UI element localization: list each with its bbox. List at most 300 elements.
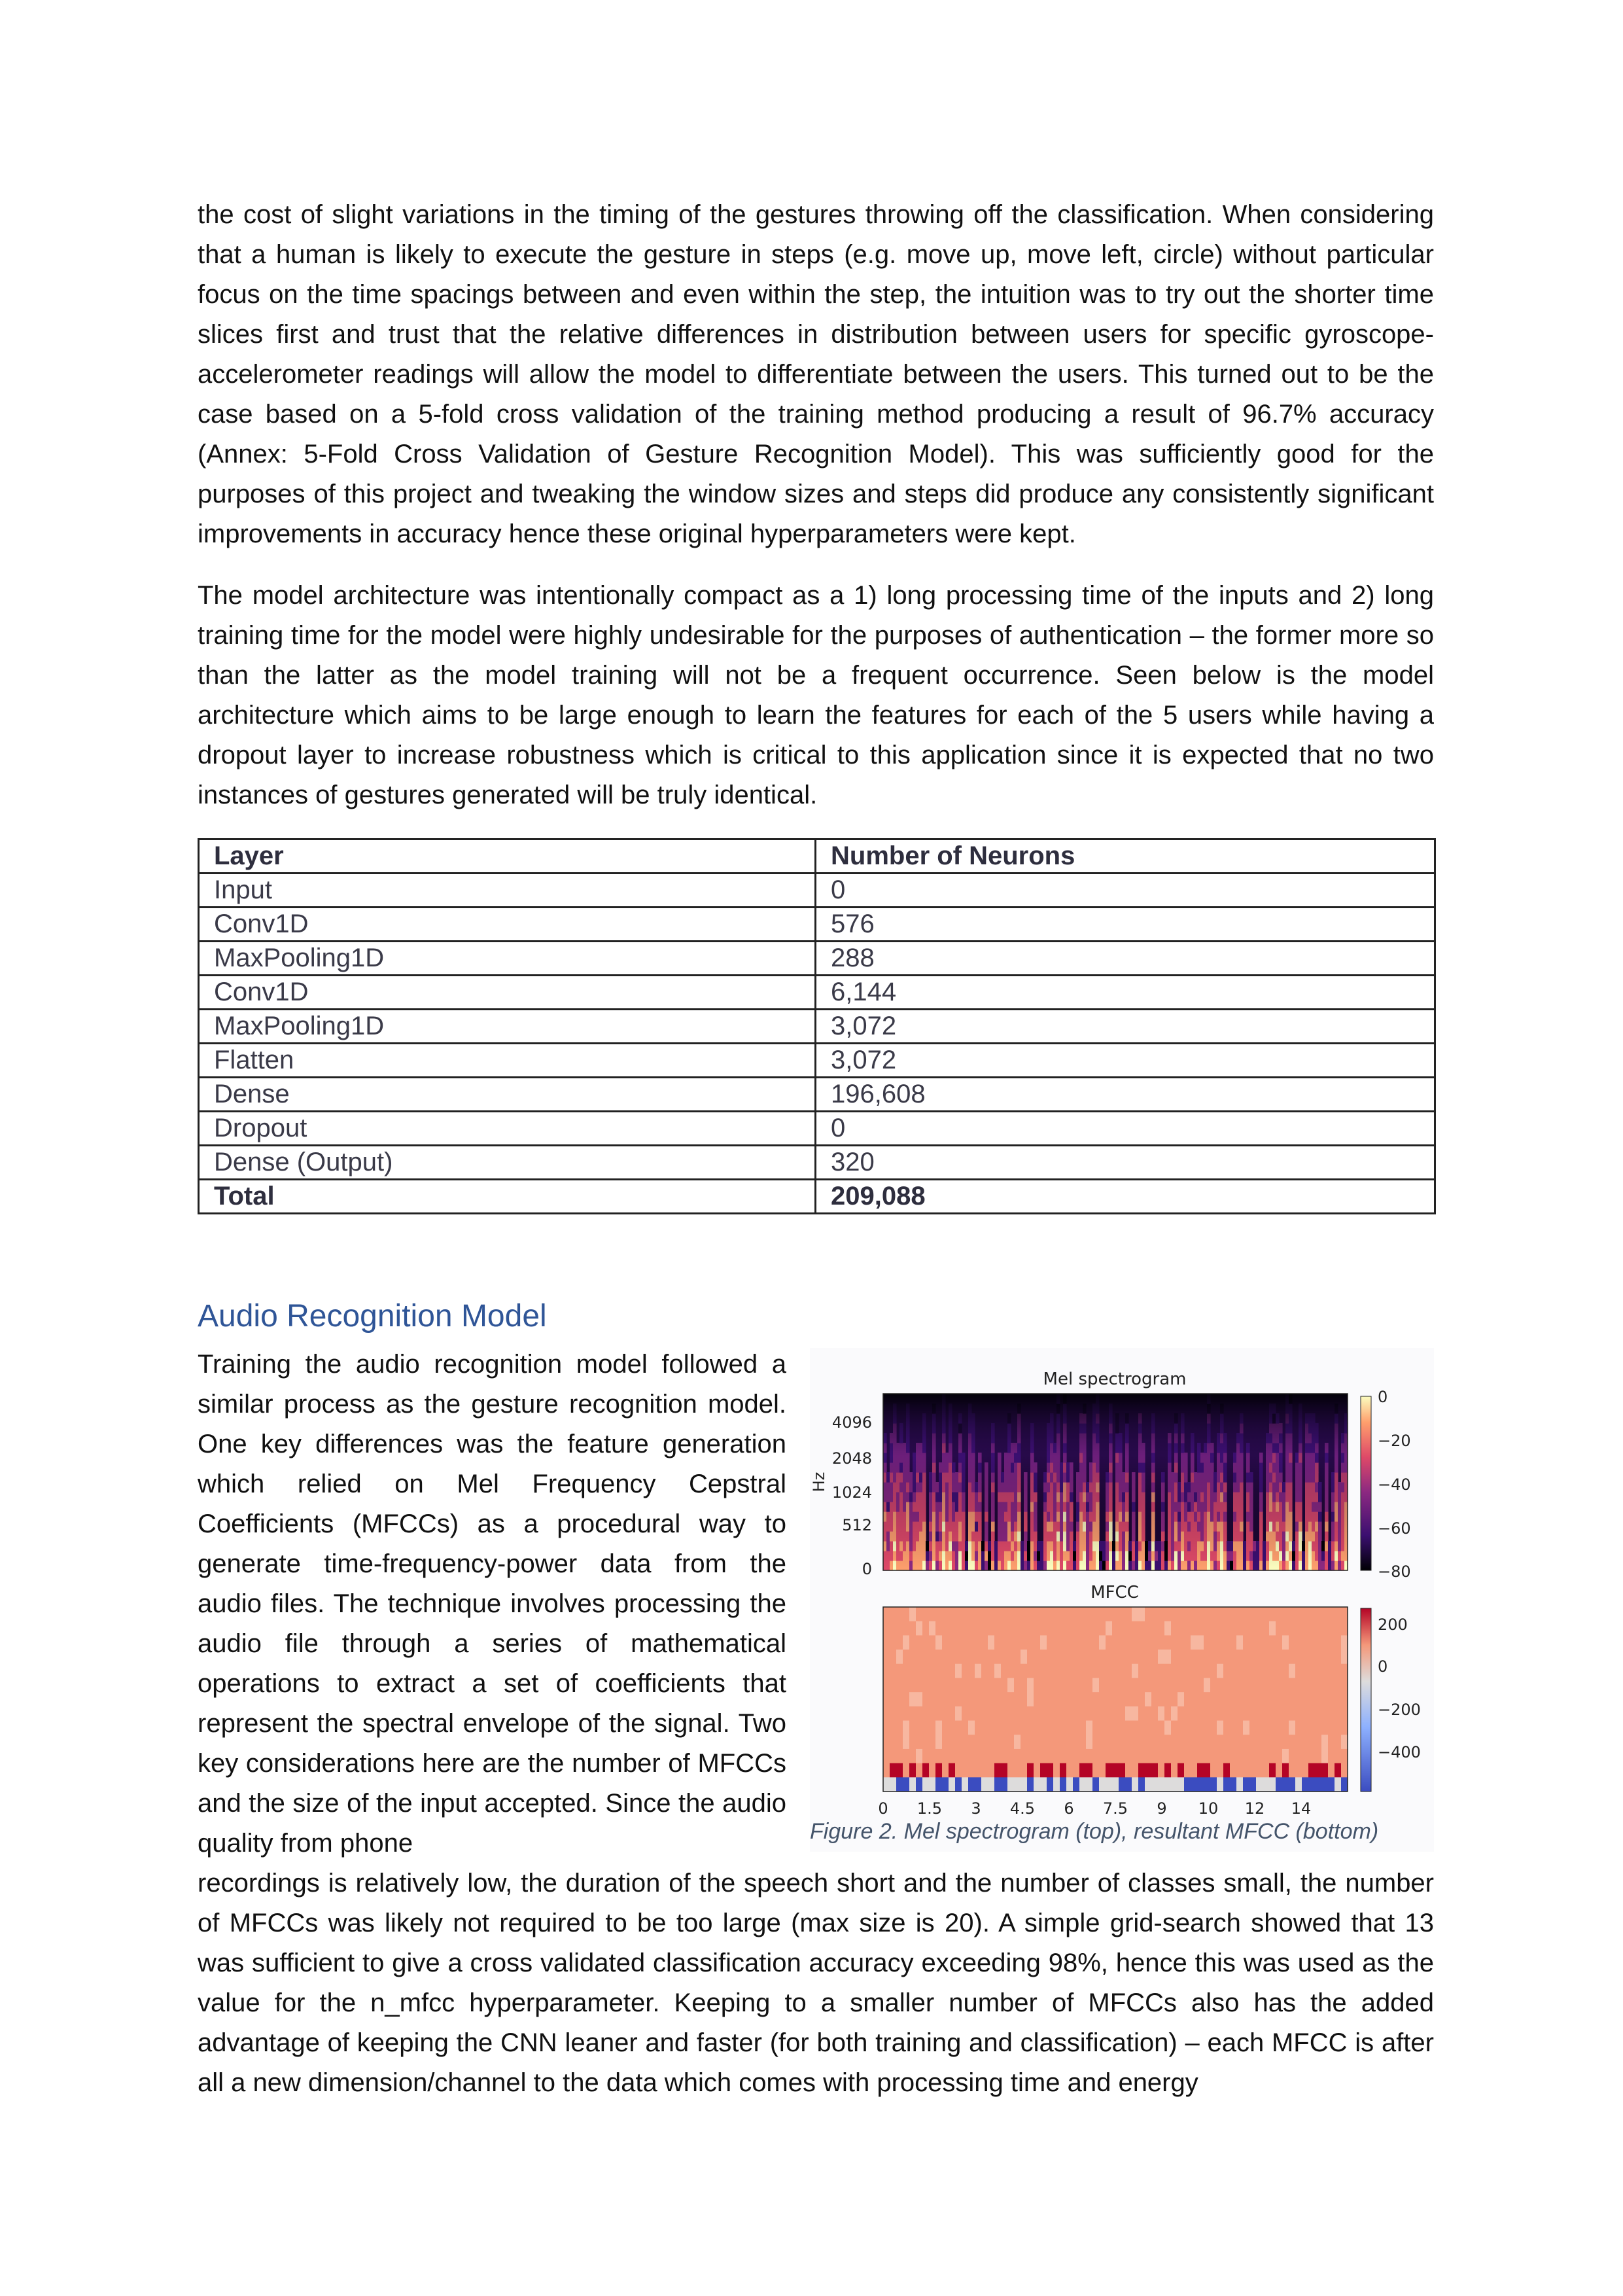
table-row (199, 1112, 1435, 1146)
mfcc-cell (1086, 1763, 1093, 1778)
mfcc-cell (1040, 1749, 1047, 1763)
mfcc-cell (1302, 1721, 1309, 1735)
mfcc-cell (1079, 1763, 1087, 1778)
mfcc-cell (909, 1692, 916, 1706)
mfcc-cell (994, 1777, 1002, 1792)
mfcc-cell (1321, 1650, 1329, 1664)
mfcc-cell (1178, 1735, 1185, 1749)
mfcc-cell (1099, 1706, 1106, 1721)
mfcc-cell (896, 1664, 903, 1678)
mfcc-cell (1073, 1650, 1080, 1664)
mfcc-cell (1230, 1721, 1237, 1735)
table-cell-layer: Conv1D (199, 976, 816, 1010)
mfcc-cell (1066, 1635, 1073, 1650)
mfcc-cell (1125, 1692, 1132, 1706)
mfcc-cell (1269, 1706, 1276, 1721)
mfcc-cell (922, 1664, 930, 1678)
mfcc-cell (1138, 1692, 1145, 1706)
mfcc-cell (1079, 1635, 1087, 1650)
mfcc-cell (883, 1749, 890, 1763)
mfcc-cell (1021, 1650, 1028, 1664)
mfcc-cell (883, 1706, 890, 1721)
mfcc-cell (896, 1749, 903, 1763)
mfcc-cell (1223, 1777, 1230, 1792)
mfcc-cell (1132, 1749, 1139, 1763)
mfcc-cell (1269, 1635, 1276, 1650)
mfcc-cell (1001, 1735, 1008, 1749)
mfcc-cell (916, 1777, 923, 1792)
mel-ytick: 4096 (831, 1413, 872, 1432)
mfcc-cell (1308, 1607, 1316, 1621)
mfcc-cell (1119, 1650, 1126, 1664)
mfcc-cell (1112, 1735, 1119, 1749)
mfcc-cell (1001, 1621, 1008, 1636)
mfcc-cell (909, 1763, 916, 1778)
mfcc-cell (1092, 1692, 1100, 1706)
mfcc-cell (1086, 1607, 1093, 1621)
mfcc-cell (1171, 1678, 1178, 1692)
mfcc-cell (1132, 1777, 1139, 1792)
mfcc-cell (1014, 1777, 1021, 1792)
mfcc-cell (1151, 1664, 1159, 1678)
mfcc-cell (988, 1735, 995, 1749)
mfcc-cell (1053, 1621, 1060, 1636)
layer-neuron-table (198, 838, 1436, 1214)
mfcc-cell (1001, 1678, 1008, 1692)
mfcc-cell (935, 1678, 943, 1692)
mfcc-cell (1249, 1635, 1257, 1650)
mfcc-cell (1079, 1650, 1087, 1664)
mfcc-cell (1243, 1664, 1250, 1678)
mfcc-cell (955, 1664, 962, 1678)
mfcc-cell (975, 1607, 982, 1621)
mfcc-cell (1106, 1749, 1113, 1763)
mfcc-cell (1060, 1650, 1067, 1664)
mfcc-cell (890, 1607, 897, 1621)
mfcc-cell (1040, 1664, 1047, 1678)
mfcc-cell (1027, 1621, 1034, 1636)
mfcc-cell (1007, 1635, 1015, 1650)
mfcc-cell (1086, 1678, 1093, 1692)
mfcc-cell (1066, 1735, 1073, 1749)
mfcc-cell (1341, 1650, 1348, 1664)
mfcc-cell (896, 1678, 903, 1692)
mfcc-cell (929, 1664, 936, 1678)
mfcc-cell (929, 1763, 936, 1778)
mfcc-cell (1007, 1777, 1015, 1792)
mfcc-cell (1060, 1692, 1067, 1706)
mfcc-cell (1119, 1678, 1126, 1692)
mfcc-cell (1014, 1721, 1021, 1735)
mfcc-cell (916, 1664, 923, 1678)
mfcc-cell (935, 1692, 943, 1706)
mfcc-cell (981, 1749, 988, 1763)
mfcc-cell (1308, 1777, 1316, 1792)
mfcc-cell (1053, 1777, 1060, 1792)
table-total-value: 209,088 (816, 1180, 1435, 1214)
mfcc-cell (949, 1635, 956, 1650)
mfcc-cell (1276, 1721, 1283, 1735)
mfcc-cell (1191, 1749, 1198, 1763)
mfcc-cell (968, 1664, 975, 1678)
mfcc-cell (962, 1777, 969, 1792)
mfcc-cell (1243, 1749, 1250, 1763)
mfcc-cell (1099, 1777, 1106, 1792)
mfcc-cell (1197, 1635, 1204, 1650)
mfcc-cell (903, 1635, 910, 1650)
mfcc-cell (1073, 1607, 1080, 1621)
mfcc-cell (1308, 1721, 1316, 1735)
mfcc-cell (1034, 1621, 1041, 1636)
mfcc-cell (1335, 1763, 1342, 1778)
mfcc-cell (942, 1650, 949, 1664)
mfcc-cell (1315, 1635, 1322, 1650)
mfcc-cell (1204, 1635, 1211, 1650)
mfcc-cell (1321, 1706, 1329, 1721)
mfcc-cell (935, 1763, 943, 1778)
mfcc-cell (1341, 1607, 1348, 1621)
mfcc-cell (1119, 1721, 1126, 1735)
mfcc-cell (1204, 1721, 1211, 1735)
mfcc-cell (1328, 1777, 1335, 1792)
mfcc-cell (896, 1607, 903, 1621)
mfcc-cell (1106, 1678, 1113, 1692)
mfcc-cell (1027, 1749, 1034, 1763)
mfcc-cell (883, 1607, 890, 1621)
mfcc-cell (903, 1678, 910, 1692)
mfcc-cell (1308, 1635, 1316, 1650)
mfcc-cell (1164, 1706, 1172, 1721)
mfcc-cell (1341, 1621, 1348, 1636)
mfcc-cell (935, 1621, 943, 1636)
mfcc-cell (1112, 1749, 1119, 1763)
mfcc-cell (1001, 1777, 1008, 1792)
mfcc-cell (1060, 1706, 1067, 1721)
mfcc-cell (1282, 1777, 1289, 1792)
mfcc-cell (1191, 1706, 1198, 1721)
mfcc-cell (1112, 1621, 1119, 1636)
mfcc-cell (1158, 1749, 1165, 1763)
mfcc-cell (949, 1749, 956, 1763)
mfcc-cell (929, 1635, 936, 1650)
mfcc-cell (1151, 1692, 1159, 1706)
mfcc-cell (1191, 1692, 1198, 1706)
table-cell-neurons: 196,608 (816, 1078, 1435, 1112)
mfcc-cell (1282, 1749, 1289, 1763)
mfcc-cell (1191, 1678, 1198, 1692)
mfcc-cell (1315, 1706, 1322, 1721)
mfcc-cell (942, 1621, 949, 1636)
mfcc-cell (1001, 1749, 1008, 1763)
mfcc-cell (1040, 1650, 1047, 1664)
mfcc-cell (1210, 1749, 1217, 1763)
mfcc-cell (1047, 1777, 1054, 1792)
mfcc-cell (1282, 1763, 1289, 1778)
mfcc-cell (994, 1607, 1002, 1621)
mfcc-cell (1315, 1763, 1322, 1778)
mfcc-cell (1178, 1777, 1185, 1792)
mfcc-cell (909, 1706, 916, 1721)
mfcc-cell (1217, 1721, 1224, 1735)
mfcc-cell (1079, 1777, 1087, 1792)
mfcc-cell (1151, 1749, 1159, 1763)
mfcc-cell (1321, 1692, 1329, 1706)
mfcc-cell (1171, 1706, 1178, 1721)
table-row (199, 874, 1435, 908)
table-cell-layer: Dense (Output) (199, 1146, 816, 1180)
mfcc-cell (1060, 1749, 1067, 1763)
mfcc-cell (1164, 1635, 1172, 1650)
mfcc-cell (1282, 1664, 1289, 1678)
mfcc-cell (1007, 1721, 1015, 1735)
mfcc-cell (1197, 1692, 1204, 1706)
mfcc-cell (1223, 1607, 1230, 1621)
mfcc-cell (896, 1721, 903, 1735)
mfcc-cell (1073, 1721, 1080, 1735)
mfcc-cell (1204, 1692, 1211, 1706)
mfcc-cell (1132, 1735, 1139, 1749)
mfcc-cell (1236, 1650, 1244, 1664)
mfcc-cell (1171, 1635, 1178, 1650)
table-cell-neurons: 288 (816, 942, 1435, 976)
mfcc-cell (1021, 1678, 1028, 1692)
mfcc-cell (1295, 1706, 1302, 1721)
mfcc-cell (1197, 1777, 1204, 1792)
mfcc-cell (1158, 1650, 1165, 1664)
mfcc-cell (1106, 1650, 1113, 1664)
mfcc-cell (1184, 1650, 1191, 1664)
mfcc-cell (1066, 1692, 1073, 1706)
mfcc-cell (1302, 1650, 1309, 1664)
mfcc-cell (1027, 1692, 1034, 1706)
mfcc-cell (929, 1735, 936, 1749)
mfcc-cell (890, 1650, 897, 1664)
mfcc-cell (1223, 1692, 1230, 1706)
mfcc-cell (1066, 1721, 1073, 1735)
mfcc-cell (883, 1735, 890, 1749)
mfcc-cell (1040, 1706, 1047, 1721)
mfcc-cell (942, 1635, 949, 1650)
mfcc-cell (896, 1777, 903, 1792)
mfcc-cell (1034, 1721, 1041, 1735)
mfcc-cell (1040, 1777, 1047, 1792)
mfcc-cell (1021, 1692, 1028, 1706)
table-cell-layer: Conv1D (199, 908, 816, 942)
mfcc-cell (1014, 1706, 1021, 1721)
mfcc-cell (1106, 1763, 1113, 1778)
mfcc-cell (890, 1777, 897, 1792)
mfcc-cell (1308, 1706, 1316, 1721)
mfcc-cell (1047, 1607, 1054, 1621)
mfcc-cell (1321, 1735, 1329, 1749)
mfcc-cell (1066, 1650, 1073, 1664)
mfcc-cell (1230, 1763, 1237, 1778)
mfcc-cell (1243, 1706, 1250, 1721)
mfcc-cell (1145, 1678, 1152, 1692)
mfcc-cell (1295, 1735, 1302, 1749)
mel-fade-overlay (883, 1394, 1348, 1570)
mfcc-cell (1092, 1749, 1100, 1763)
mfcc-cell (1047, 1735, 1054, 1749)
mfcc-xtick: 6 (1064, 1799, 1074, 1818)
mfcc-cell (1158, 1735, 1165, 1749)
mel-colorbar-tick: 0 (1378, 1388, 1388, 1406)
mfcc-cell (1256, 1607, 1263, 1621)
mfcc-cell (1302, 1621, 1309, 1636)
mfcc-cell (1197, 1735, 1204, 1749)
mfcc-cell (1289, 1664, 1296, 1678)
mfcc-cell (975, 1735, 982, 1749)
mfcc-cell (975, 1678, 982, 1692)
mfcc-cell (1184, 1706, 1191, 1721)
mfcc-cell (1060, 1635, 1067, 1650)
mfcc-cell (1191, 1735, 1198, 1749)
mfcc-cell (962, 1763, 969, 1778)
mfcc-cell (1034, 1664, 1041, 1678)
mfcc-cell (955, 1621, 962, 1636)
mfcc-cell (1308, 1678, 1316, 1692)
mfcc-cell (1335, 1735, 1342, 1749)
mfcc-cell (1328, 1650, 1335, 1664)
mfcc-cell (1217, 1735, 1224, 1749)
mfcc-colorbar-tick: 0 (1378, 1657, 1388, 1676)
mfcc-cell (1230, 1735, 1237, 1749)
mfcc-cell (1138, 1650, 1145, 1664)
mfcc-cell (1236, 1621, 1244, 1636)
mfcc-cell (1236, 1763, 1244, 1778)
mfcc-cell (994, 1635, 1002, 1650)
mfcc-cell (1289, 1777, 1296, 1792)
mfcc-cell (1034, 1706, 1041, 1721)
mfcc-cell (975, 1664, 982, 1678)
mfcc-cell (968, 1692, 975, 1706)
mfcc-cell (1092, 1607, 1100, 1621)
mfcc-cell (1230, 1706, 1237, 1721)
mfcc-cell (1047, 1635, 1054, 1650)
mel-ytick: 512 (842, 1516, 872, 1534)
mfcc-cell (1106, 1635, 1113, 1650)
table-row (199, 1010, 1435, 1044)
mfcc-cell (1040, 1635, 1047, 1650)
mfcc-cell (1164, 1735, 1172, 1749)
mfcc-cell (1276, 1749, 1283, 1763)
mfcc-cell (1276, 1678, 1283, 1692)
mfcc-cell (1204, 1706, 1211, 1721)
mfcc-cell (1079, 1621, 1087, 1636)
mfcc-cell (1086, 1650, 1093, 1664)
mfcc-cell (929, 1692, 936, 1706)
mfcc-cell (1125, 1721, 1132, 1735)
mfcc-cell (1132, 1678, 1139, 1692)
mel-ytick: 2048 (831, 1449, 872, 1468)
mfcc-cell (1178, 1664, 1185, 1678)
mfcc-cell (942, 1664, 949, 1678)
mfcc-cell (1184, 1664, 1191, 1678)
mfcc-cell (1178, 1635, 1185, 1650)
mfcc-cell (1027, 1664, 1034, 1678)
mfcc-cell (1223, 1749, 1230, 1763)
mfcc-cell (883, 1692, 890, 1706)
mfcc-cell (1191, 1650, 1198, 1664)
mfcc-cell (1092, 1678, 1100, 1692)
mfcc-cell (1073, 1635, 1080, 1650)
mfcc-cell (1328, 1635, 1335, 1650)
mfcc-cell (1119, 1621, 1126, 1636)
table-header-row (199, 839, 1435, 874)
mfcc-cell (1119, 1735, 1126, 1749)
mel-ytick: 0 (862, 1560, 872, 1578)
mfcc-xtick: 0 (878, 1799, 888, 1818)
mfcc-cell (1164, 1607, 1172, 1621)
mfcc-cell (1132, 1763, 1139, 1778)
mfcc-cell (1145, 1664, 1152, 1678)
mfcc-cell (988, 1664, 995, 1678)
table-cell-neurons: 6,144 (816, 976, 1435, 1010)
mfcc-cell (1249, 1735, 1257, 1749)
mfcc-cell (1086, 1621, 1093, 1636)
mfcc-cell (1132, 1635, 1139, 1650)
mfcc-cell (929, 1749, 936, 1763)
mfcc-cell (1125, 1749, 1132, 1763)
mfcc-cell (1184, 1678, 1191, 1692)
mfcc-cell (1151, 1635, 1159, 1650)
mfcc-cell (1321, 1664, 1329, 1678)
mfcc-cell (1145, 1721, 1152, 1735)
mfcc-cell (1263, 1721, 1270, 1735)
mfcc-cell (1073, 1692, 1080, 1706)
mfcc-cell (1047, 1749, 1054, 1763)
mfcc-cell (1138, 1635, 1145, 1650)
mfcc-cell (1021, 1621, 1028, 1636)
mfcc-cell (1295, 1678, 1302, 1692)
mfcc-cell (909, 1678, 916, 1692)
mfcc-cell (1092, 1777, 1100, 1792)
mfcc-cell (916, 1650, 923, 1664)
mfcc-cell (1289, 1607, 1296, 1621)
mfcc-cell (1243, 1635, 1250, 1650)
mfcc-cell (1302, 1607, 1309, 1621)
mfcc-cell (909, 1735, 916, 1749)
mfcc-cell (1217, 1678, 1224, 1692)
mfcc-cell (955, 1607, 962, 1621)
mel-colorbar (1361, 1396, 1371, 1570)
mfcc-cell (1210, 1721, 1217, 1735)
mfcc-cell (988, 1763, 995, 1778)
mfcc-cell (890, 1763, 897, 1778)
mfcc-cell (903, 1735, 910, 1749)
mfcc-cell (1197, 1650, 1204, 1664)
mfcc-cell (935, 1749, 943, 1763)
mfcc-cell (949, 1777, 956, 1792)
mfcc-cell (1335, 1678, 1342, 1692)
mfcc-cell (962, 1735, 969, 1749)
mfcc-cell (1034, 1777, 1041, 1792)
mfcc-cell (1060, 1763, 1067, 1778)
mfcc-cell (896, 1692, 903, 1706)
mfcc-cell (955, 1650, 962, 1664)
mfcc-cell (1230, 1692, 1237, 1706)
mfcc-cell (1164, 1721, 1172, 1735)
mfcc-cell (1263, 1621, 1270, 1636)
table-total-label: Total (199, 1180, 816, 1214)
mfcc-cell (975, 1621, 982, 1636)
mfcc-cell (1295, 1664, 1302, 1678)
mfcc-cell (1079, 1678, 1087, 1692)
mfcc-cell (1119, 1749, 1126, 1763)
mfcc-xtick: 7.5 (1102, 1799, 1128, 1818)
table-cell-layer: Input (199, 874, 816, 908)
mfcc-cell (1289, 1749, 1296, 1763)
